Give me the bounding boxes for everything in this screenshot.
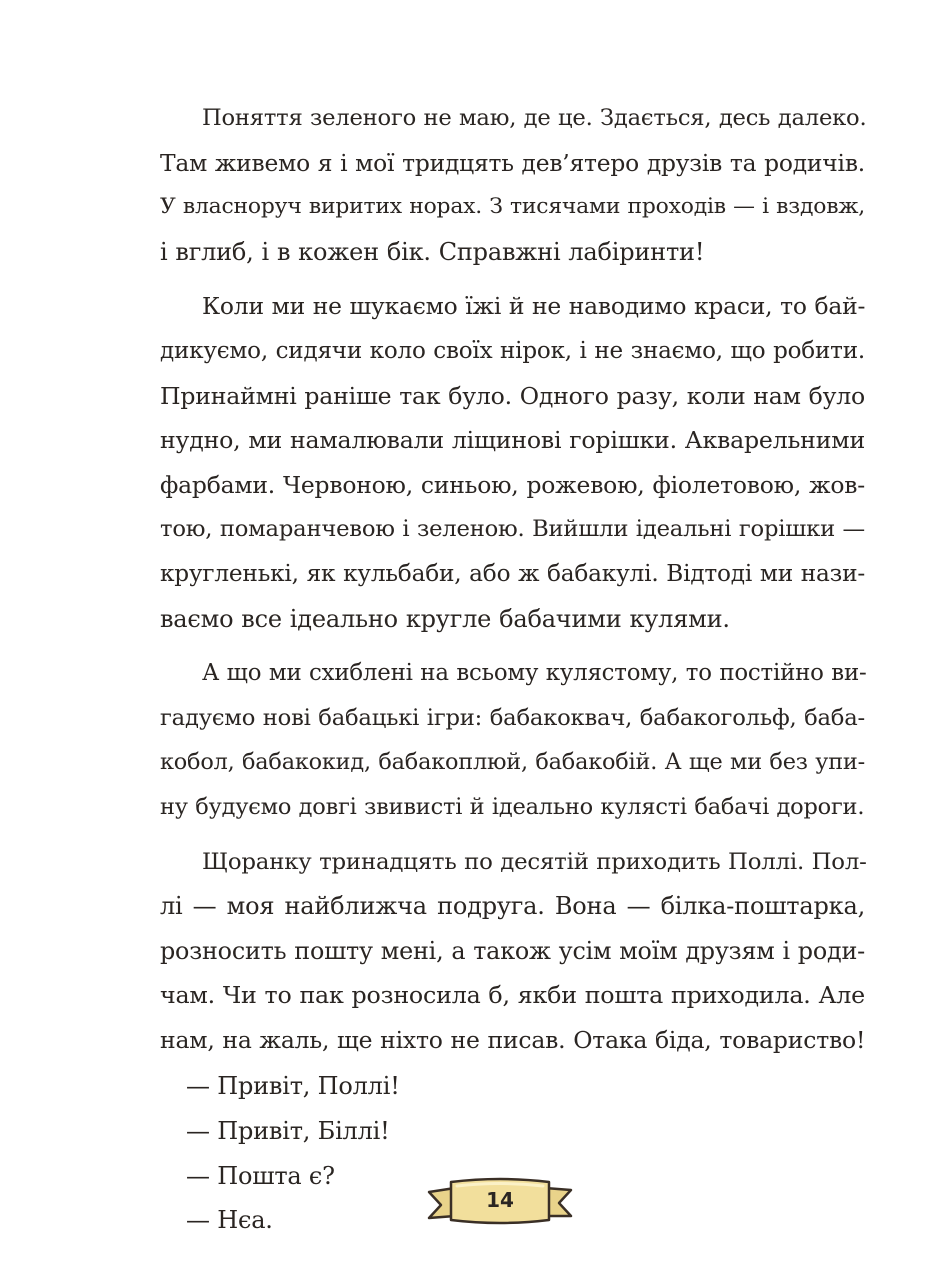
paragraph-4 (160, 840, 865, 1063)
text-line: і вглиб, і в кожен бік. Справжні лабіринти! (160, 237, 705, 266)
paragraph-1 (160, 96, 865, 274)
text-line: кобол, бабакокид, бабакоплюй, бабакобій. А ще ми без упи- (160, 749, 865, 776)
text-line: Там живемо я і мої тридцять дев’ятеро друзів та родичів. (160, 148, 865, 177)
text-line: ваємо все ідеально кругле бабачими кулями. (160, 604, 730, 633)
text-line: гадуємо нові бабацькі ігри: бабакоквач, бабакогольф, баба- (160, 704, 865, 731)
text-line: нам, на жаль, ще ніхто не писав. Отака біда, товариство! (160, 1025, 866, 1054)
text-line: У власноруч виритих норах. З тисячами проходів — і вздовж, (160, 194, 865, 220)
text-line: Коли ми не шукаємо їжі й не наводимо краси, то бай- (202, 292, 866, 321)
dialogue-line: — Привіт, Поллі! (186, 1072, 400, 1101)
page-number: 14 (486, 1188, 514, 1212)
text-line: лі — моя найближча подруга. Вона — білка-поштарка, (160, 892, 865, 921)
text-line: тою, помаранчевою і зеленою. Вийшли ідеальні горішки — (160, 516, 865, 543)
text-line: ну будуємо довгі звивисті й ідеально кулясті бабачі дороги. (160, 793, 865, 820)
paragraph-3 (160, 651, 865, 829)
text-line: Поняття зеленого не маю, де це. Здається, десь далеко. (202, 105, 867, 131)
book-page-text (160, 96, 865, 1243)
text-line: нудно, ми намалювали ліщинові горішки. Акварельними (160, 426, 865, 455)
text-line: Щоранку тринадцять по десятій приходить Поллі. Пол- (202, 848, 867, 875)
page-number-banner (425, 1172, 575, 1232)
paragraph-2 (160, 284, 865, 641)
text-line: А що ми схиблені на всьому кулястому, то постійно ви- (202, 660, 867, 687)
text-line: дикуємо, сидячи коло своїх нірок, і не знаємо, що робити. (160, 337, 865, 364)
dialogue-line: — Пошта є? (186, 1161, 335, 1190)
text-line: кругленькі, як кульбаби, або ж бабакулі. Відтоді ми нази- (160, 559, 865, 587)
text-line: розносить пошту мені, а також усім моїм друзям і роди- (160, 936, 866, 965)
text-line: фарбами. Червоною, синьою, рожевою, фіолетовою, жов- (160, 470, 865, 499)
dialogue-line: — Нєа. (186, 1206, 273, 1235)
text-line: чам. Чи то пак розносила б, якби пошта приходила. Але (160, 981, 865, 1010)
dialogue-line: — Привіт, Біллі! (186, 1117, 390, 1146)
text-line: Принаймні раніше так було. Одного разу, коли нам було (160, 381, 865, 410)
